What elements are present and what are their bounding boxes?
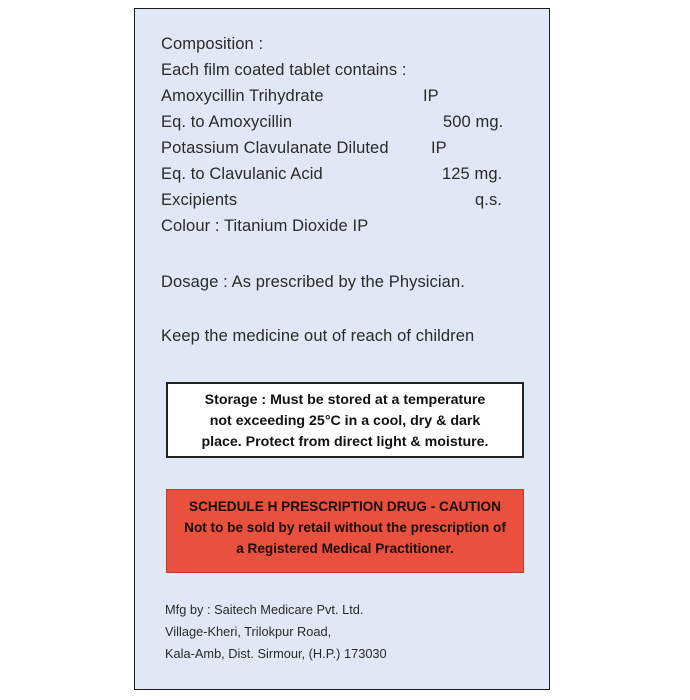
ingredient-value: 125 mg. [442, 165, 503, 183]
ingredient-name: Potassium Clavulanate Diluted [161, 139, 389, 157]
ingredient-value: 500 mg. [443, 113, 504, 131]
ingredient-value: q.s. [475, 191, 502, 209]
composition-intro: Each film coated tablet contains : [161, 61, 407, 79]
colour-line: Colour : Titanium Dioxide IP [161, 217, 369, 235]
storage-line: not exceeding 25°C in a cool, dry & dark [209, 413, 481, 429]
composition-heading: Composition : [161, 35, 264, 53]
caution-line: Not to be sold by retail without the prescription of [184, 520, 506, 535]
caution-box [166, 489, 524, 573]
dosage-line: Dosage : As prescribed by the Physician. [161, 273, 465, 291]
carton-panel [134, 8, 550, 690]
ingredient-name: Eq. to Clavulanic Acid [161, 165, 323, 183]
caution-line: a Registered Medical Practitioner. [236, 541, 454, 556]
warning-line: Keep the medicine out of reach of children [161, 327, 475, 345]
manufacturer-line: Kala-Amb, Dist. Sirmour, (H.P.) 173030 [165, 646, 387, 661]
manufacturer-line: Mfg by : Saitech Medicare Pvt. Ltd. [165, 602, 364, 617]
ingredient-name: Excipients [161, 191, 238, 209]
storage-line: place. Protect from direct light & moisture. [201, 434, 489, 450]
ingredient-value: IP [423, 87, 439, 105]
caution-title: SCHEDULE H PRESCRIPTION DRUG - CAUTION [189, 499, 501, 514]
manufacturer-line: Village-Kheri, Trilokpur Road, [165, 624, 332, 639]
ingredient-name: Amoxycillin Trihydrate [161, 87, 324, 105]
storage-line: Storage : Must be stored at a temperature [204, 392, 486, 408]
ingredient-value: IP [431, 139, 447, 157]
storage-box [166, 382, 524, 458]
ingredient-name: Eq. to Amoxycillin [161, 113, 293, 131]
